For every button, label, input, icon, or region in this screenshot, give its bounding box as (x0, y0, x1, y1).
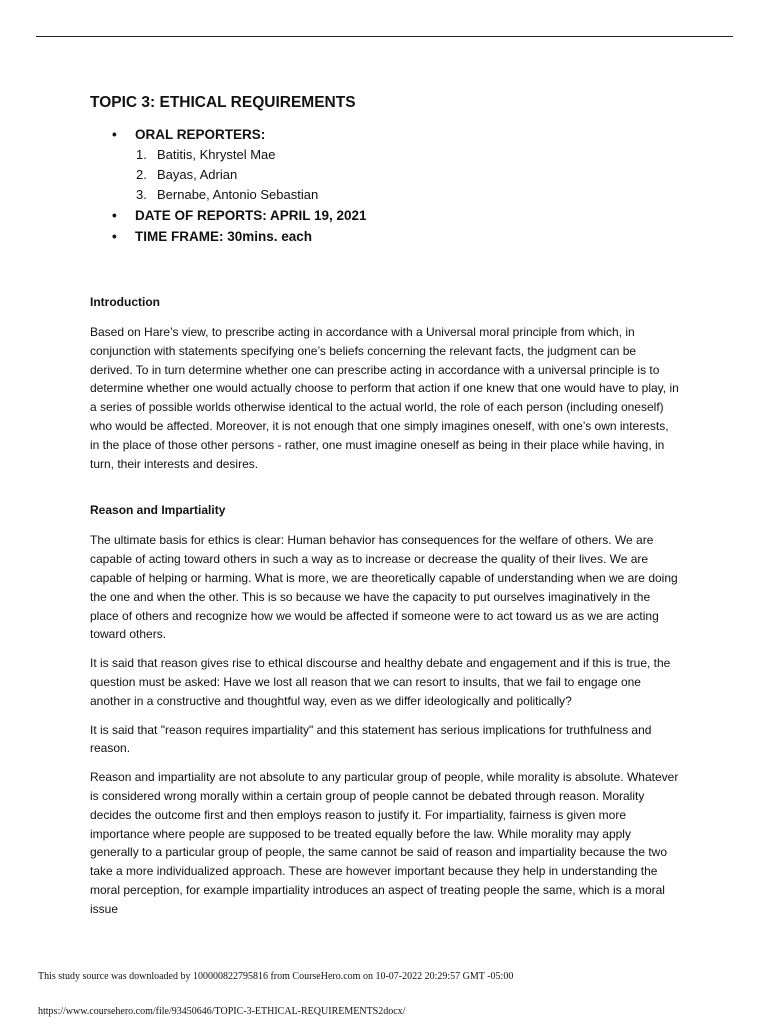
reporters-list (135, 145, 680, 205)
reporter-name: Batitis, Khrystel Mae (157, 147, 276, 162)
reporter-name: Bernabe, Antonio Sebastian (157, 187, 319, 202)
reporter-item: 3. Bernabe, Antonio Sebastian (136, 187, 319, 202)
oral-reporters-item (90, 124, 680, 205)
time-frame-item: • TIME FRAME: 30mins. each (90, 226, 680, 247)
reason-paragraph-4: Reason and impartiality are not absolute to any particular group of people, while morality is absolute. Whatever is considered wrong morally within a certain group of people cannot be debated through reason. Morality decides the outcome first and then employs reason to justify it. For impartiality, fairness is given more importance where people are supposed to be treated equally before the law. While morality may apply generally to a particular group of people, the same cannot be said of reason and impartiality because the two take a more individualized approach. These are however important because they help in understanding the moral perception, for example impartiality introduces an aspect of treating people the same, which is a moral issue (90, 770, 679, 916)
download-source-note: This study source was downloaded by 100000822795816 from CourseHero.com on 10-07-2022 20:29:57 GMT -05:00 (38, 971, 514, 982)
reporter-name: Bayas, Adrian (157, 167, 238, 182)
date-of-reports-item: • DATE OF REPORTS: APRIL 19, 2021 (90, 205, 680, 226)
section-heading-introduction: Introduction (90, 295, 160, 309)
header-rule (36, 36, 733, 37)
reporter-item: 2. Bayas, Adrian (136, 167, 238, 182)
document-body (90, 94, 680, 919)
reason-paragraph-3: It is said that "reason requires impartiality" and this statement has serious implications for truthfulness and reason. (90, 722, 652, 756)
reason-paragraph-1: The ultimate basis for ethics is clear: Human behavior has consequences for the welfare of others. We are capable of acting toward others in such a way as to increase or decrease the quality of their lives. We are capable of helping or harming. What is more, we are theoretically capable of understanding when we are doing the one and when the other. This is so because we have the capacity to put ourselves imaginatively in the place of others and recognize how we would be affected if someone were to act toward us as we are acting toward others. (90, 533, 678, 642)
reason-paragraph-2: It is said that reason gives rise to ethical discourse and healthy debate and engagement and if this is true, the question must be asked: Have we lost all reason that we can resort to insults, that we fail to engage one another in a constructive and thoughtful way, even as we differ ideologically and politically? (90, 656, 671, 708)
introduction-paragraph: Based on Hare’s view, to prescribe acting in accordance with a Universal moral principle from which, in conjunction with statements specifying one’s beliefs concerning the relevant facts, the judgment can be derived. To in turn determine whether one can prescribe acting in accordance with a universal principle is to determine whether one would actually choose to perform that action if one knew that one would have to play, in a series of possible worlds otherwise identical to the actual world, the role of each person (including oneself) who would be affected. Moreover, it is not enough that one simply imagines oneself, with one’s own interests, in the place of those other persons - rather, one must imagine oneself as being in their place while having, in turn, their interests and desires. (90, 325, 679, 471)
oral-reporters-label: ORAL REPORTERS: (135, 127, 266, 142)
report-details-list (90, 124, 680, 247)
source-url[interactable]: https://www.coursehero.com/file/93450646/TOPIC-3-ETHICAL-REQUIREMENTS2docx/ (38, 1006, 406, 1017)
reporter-item: 1. Batitis, Khrystel Mae (136, 147, 276, 162)
section-heading-reason-impartiality: Reason and Impartiality (90, 503, 226, 518)
document-title: TOPIC 3: ETHICAL REQUIREMENTS (90, 94, 356, 111)
